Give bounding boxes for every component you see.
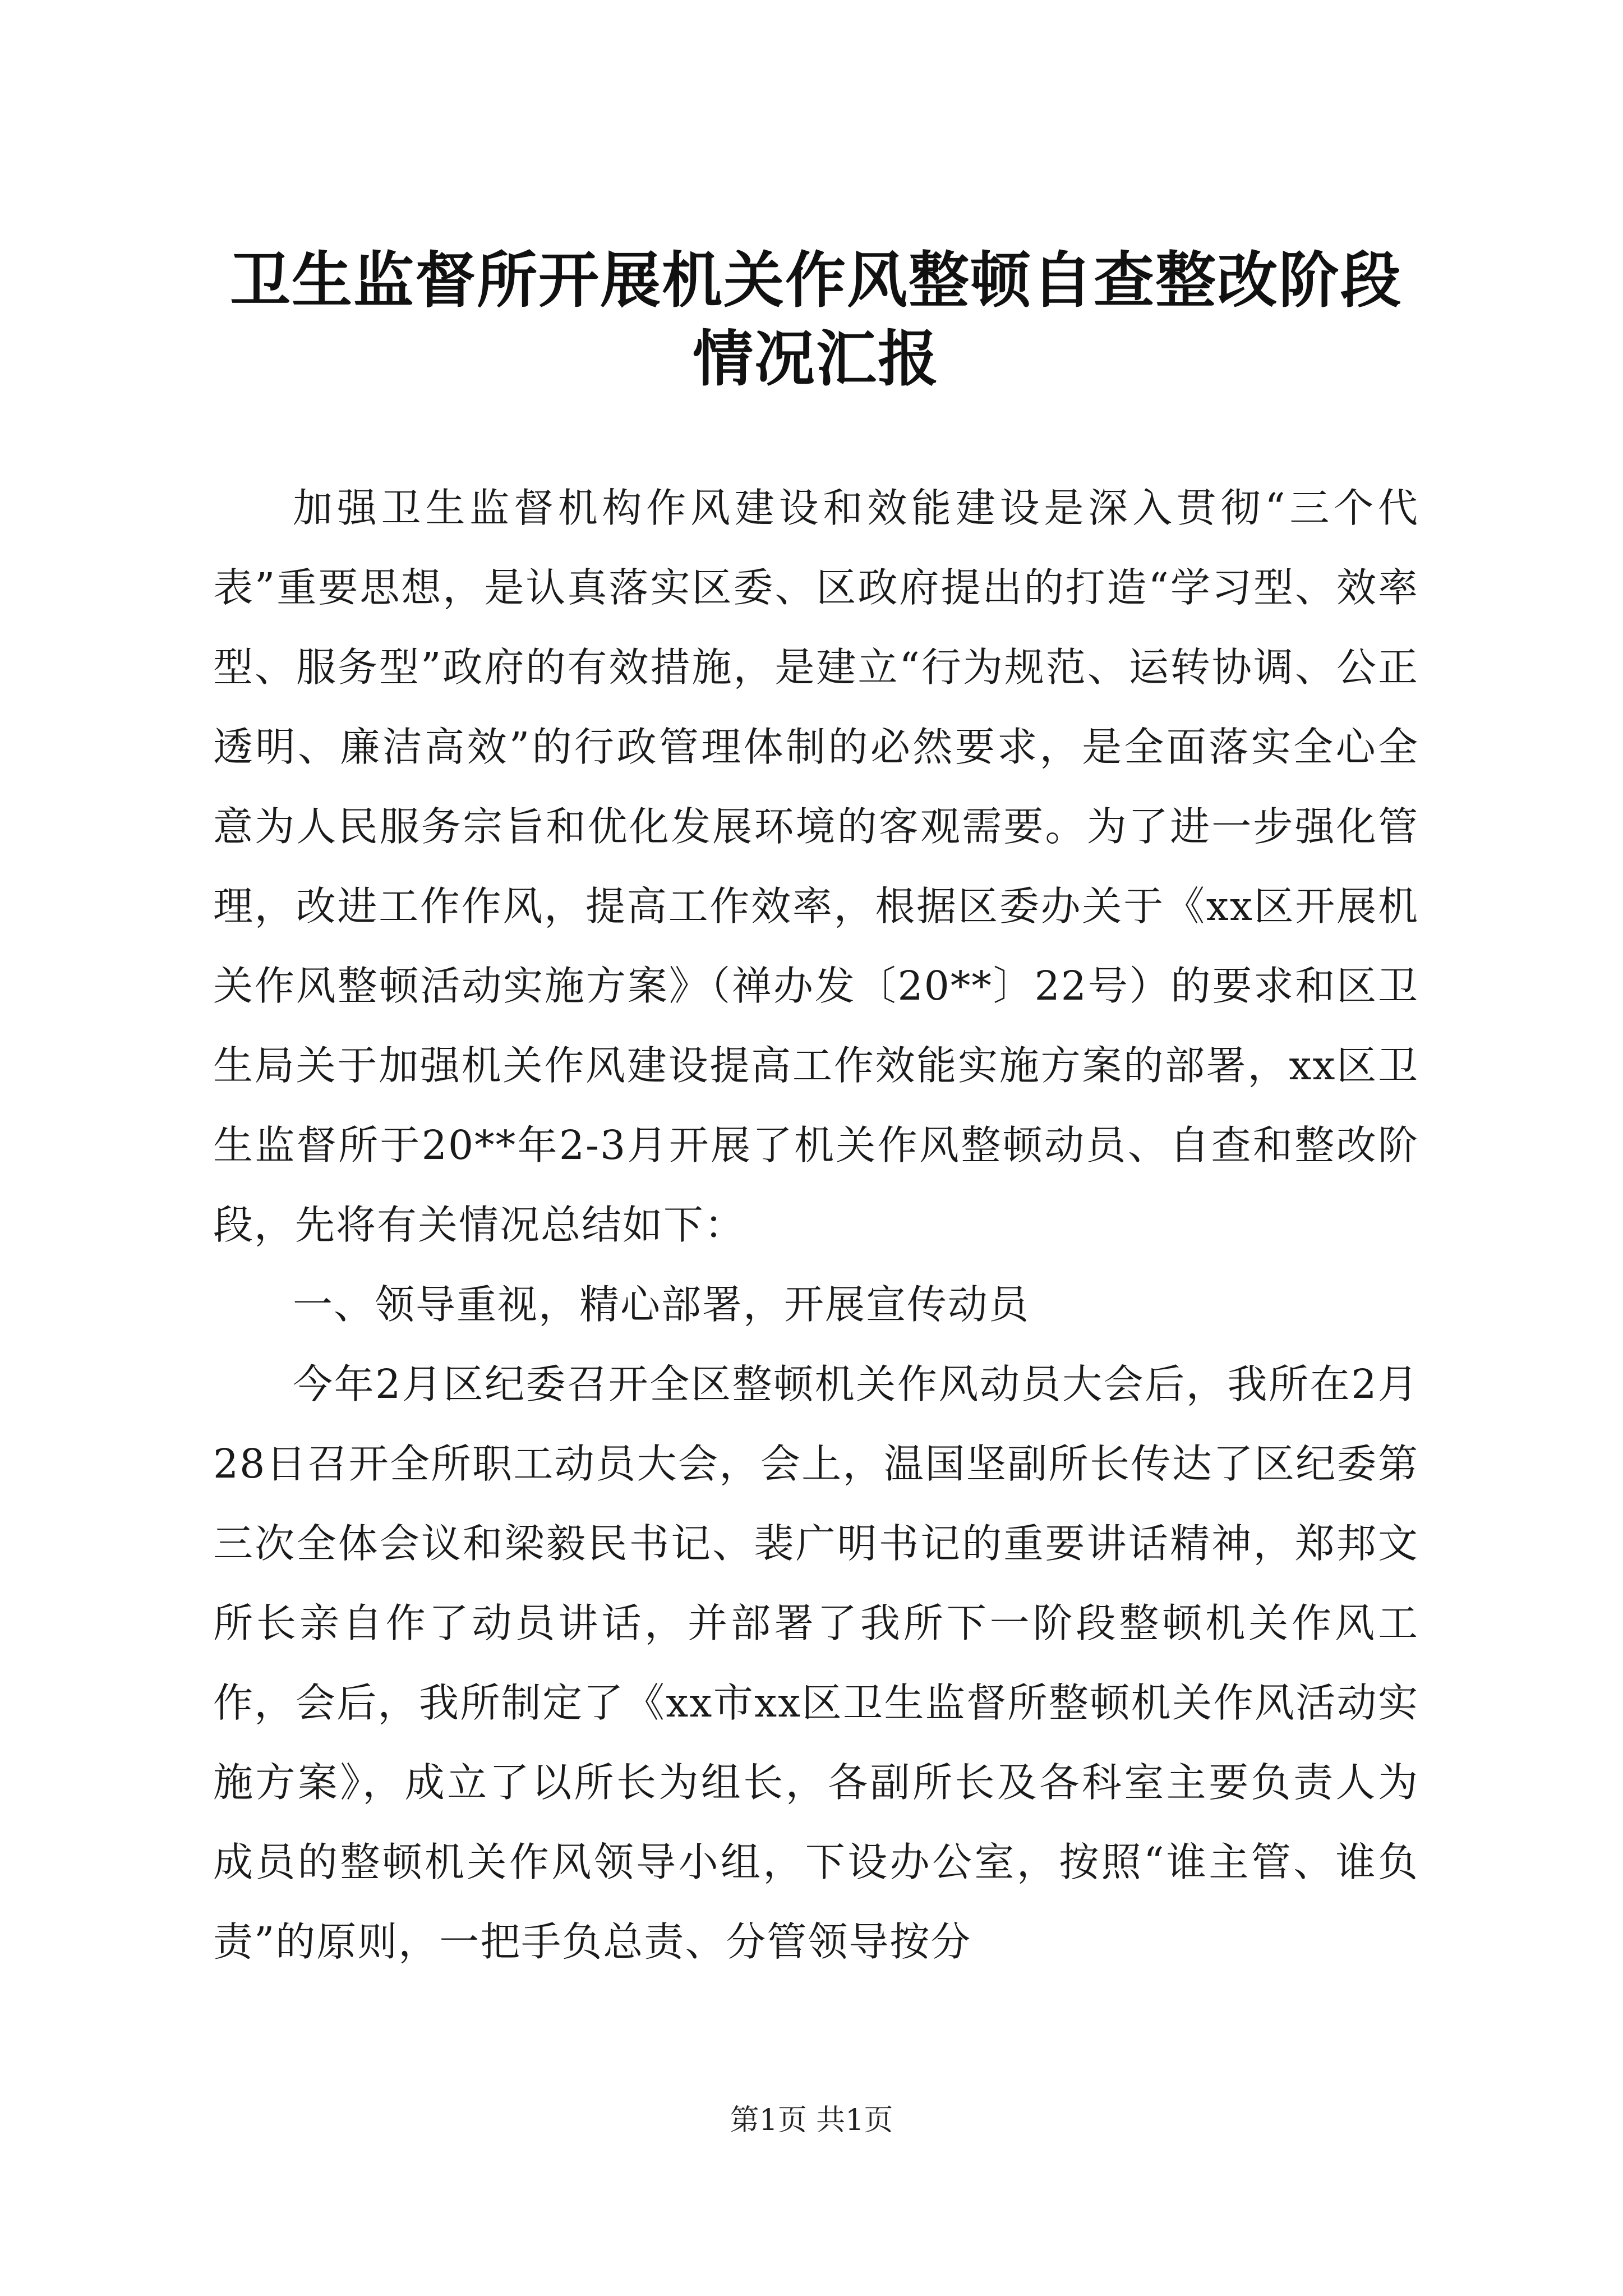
document-title: 卫生监督所开展机关作风整顿自查整改阶段情况汇报	[229, 245, 1402, 394]
section-1-paragraph: 今年2月区纪委召开全区整顿机关作风动员大会后，我所在2月28日召开全所职工动员大会，会上，温国坚副所长传达了区纪委第三次全体会议和梁毅民书记、裴广明书记的重要讲话精神，郑邦文所长亲自作了动员讲话，并部署了我所下一阶段整顿机关作风工作，会后，我所制定了《xx市xx区卫生监督所整顿机关作风活动实施方案》，成立了以所长为组长，各副所长及各科室主要负责人为成员的整顿机关作风领导小组，下设办公室，按照“谁主管、谁负责”的原则，一把手负总责、分管领导按分	[213, 1361, 1419, 1965]
intro-paragraph: 加强卫生监督机构作风建设和效能建设是深入贯彻“三个代表”重要思想，是认真落实区委、区政府提出的打造“学习型、效率型、服务型”政府的有效措施，是建立“行为规范、运转协调、公正透明、廉洁高效”的行政管理体制的必然要求，是全面落实全心全意为人民服务宗旨和优化发展环境的客观需要。为了进一步强化管理，改进工作作风，提高工作效率，根据区委办关于《xx区开展机关作风整顿活动实施方案》（禅办发〔20**〕22号）的要求和区卫生局关于加强机关作风建设提高工作效能实施方案的部署，xx区卫生监督所于20**年2-3月开展了机关作风整顿动员、自查和整改阶段，先将有关情况总结如下：	[213, 485, 1419, 1248]
document-body	[213, 468, 1419, 1982]
page-footer: 第1页 共1页	[730, 2104, 893, 2137]
section-heading-1: 一、领导重视，精心部署，开展宣传动员	[293, 1281, 1030, 1328]
